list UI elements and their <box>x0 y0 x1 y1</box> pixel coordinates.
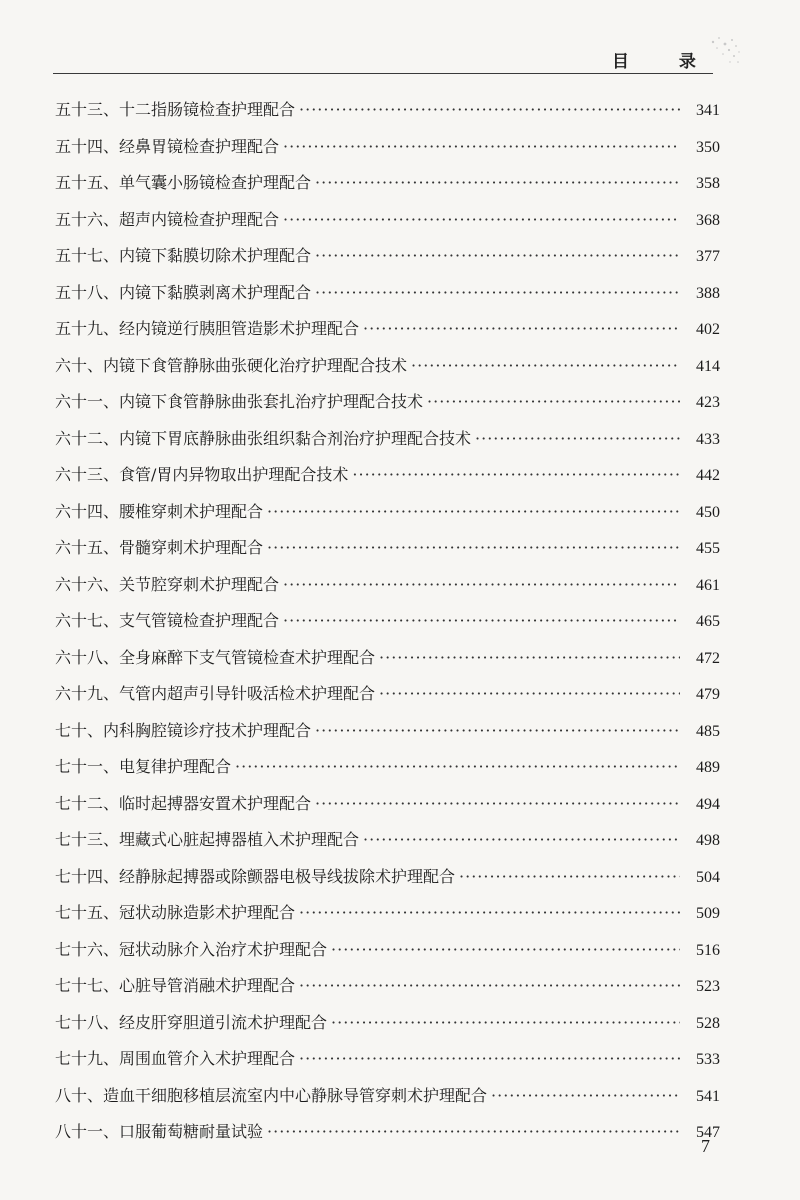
toc-dot-leader <box>299 1049 680 1068</box>
toc-entry-title: 六十、内镜下食管静脉曲张硬化治疗护理配合技术 <box>55 355 408 375</box>
toc-entry[interactable] <box>55 900 720 937</box>
toc-entry-title: 七十、内科胸腔镜诊疗技术护理配合 <box>55 720 312 740</box>
toc-entry-title: 六十一、内镜下食管静脉曲张套扎治疗护理配合技术 <box>55 392 424 411</box>
toc-dot-leader <box>267 502 680 521</box>
toc-entry-page: 341 <box>696 102 720 119</box>
toc-entry-page: 516 <box>696 941 720 959</box>
toc-entry-title: 七十二、临时起搏器安置术护理配合 <box>55 793 312 813</box>
toc-entry-page: 358 <box>696 175 720 192</box>
toc-entry-title: 五十八、内镜下黏膜剥离术护理配合 <box>55 282 312 302</box>
toc-entry[interactable] <box>55 718 720 755</box>
toc-entry-title: 六十五、骨髓穿刺术护理配合 <box>55 538 264 557</box>
toc-entry-page: 423 <box>696 394 720 411</box>
toc-entry-page: 485 <box>696 722 720 740</box>
toc-entry[interactable] <box>55 973 720 1010</box>
toc-dot-leader <box>315 283 680 302</box>
toc-entry-title: 六十四、腰椎穿刺术护理配合 <box>55 501 264 521</box>
toc-entry-page: 472 <box>696 649 720 667</box>
toc-entry-page: 547 <box>696 1124 720 1141</box>
toc-entry-page: 494 <box>696 795 720 813</box>
toc-entry-title: 五十五、单气囊小肠镜检查护理配合 <box>55 173 312 192</box>
toc-entry-title: 六十三、食管/胃内异物取出护理配合技术 <box>55 465 349 484</box>
toc-dot-leader <box>315 173 680 192</box>
toc-dot-leader <box>475 429 680 448</box>
toc-dot-leader <box>379 684 680 703</box>
toc-entry-page: 533 <box>696 1051 720 1068</box>
toc-entry[interactable] <box>55 243 720 280</box>
toc-entry[interactable] <box>55 499 720 536</box>
toc-entry-title: 五十九、经内镜逆行胰胆管造影术护理配合 <box>55 319 360 338</box>
toc-entry[interactable] <box>55 389 720 426</box>
toc-entry-page: 504 <box>696 868 720 886</box>
toc-entry[interactable] <box>55 645 720 682</box>
toc-entry-title: 七十四、经静脉起搏器或除颤器电极导线拔除术护理配合 <box>55 866 456 886</box>
toc-entry-page: 498 <box>696 832 720 849</box>
toc-entry-title: 六十七、支气管镜检查护理配合 <box>55 611 280 630</box>
toc-entry-page: 465 <box>696 613 720 630</box>
toc-entry-page: 450 <box>696 503 720 521</box>
toc-entry-page: 455 <box>696 540 720 557</box>
toc-entry-page: 442 <box>696 467 720 484</box>
toc-dot-leader <box>299 976 680 995</box>
toc-entry[interactable] <box>55 535 720 572</box>
toc-dot-leader <box>411 356 680 375</box>
decorative-corner-icon <box>705 32 745 72</box>
toc-entry[interactable] <box>55 1046 720 1083</box>
toc-dot-leader <box>315 721 680 740</box>
toc-dot-leader <box>299 903 680 922</box>
toc-entry[interactable] <box>55 608 720 645</box>
toc-dot-leader <box>331 940 680 959</box>
toc-dot-leader <box>363 830 680 849</box>
toc-dot-leader <box>267 1122 680 1141</box>
toc-entry-title: 八十、造血干细胞移植层流室内中心静脉导管穿刺术护理配合 <box>55 1085 488 1105</box>
toc-dot-leader <box>363 319 680 338</box>
toc-entry[interactable] <box>55 170 720 207</box>
toc-entry[interactable] <box>55 97 720 134</box>
toc-entry-title: 七十七、心脏导管消融术护理配合 <box>55 976 296 995</box>
toc-dot-leader <box>491 1086 680 1105</box>
toc-entry-title: 六十二、内镜下胃底静脉曲张组织黏合剂治疗护理配合技术 <box>55 428 472 448</box>
toc-dot-leader <box>283 575 680 594</box>
toc-dot-leader <box>459 867 680 886</box>
toc-dot-leader <box>299 100 680 119</box>
toc-entry-page: 402 <box>696 321 720 338</box>
toc-entry[interactable] <box>55 316 720 353</box>
header-rule <box>53 73 713 74</box>
toc-entry[interactable] <box>55 937 720 974</box>
toc-entry-title: 六十六、关节腔穿刺术护理配合 <box>55 574 280 594</box>
toc-entry-title: 五十七、内镜下黏膜切除术护理配合 <box>55 246 312 265</box>
toc-entry-title: 八十一、口服葡萄糖耐量试验 <box>55 1122 264 1141</box>
toc-entry-page: 461 <box>696 576 720 594</box>
toc-dot-leader <box>427 392 680 411</box>
toc-entry[interactable] <box>55 827 720 864</box>
toc-entry[interactable] <box>55 426 720 463</box>
toc-entry-title: 七十三、埋藏式心脏起搏器植入术护理配合 <box>55 830 360 849</box>
toc-entry[interactable] <box>55 207 720 244</box>
toc-entry-title: 六十八、全身麻醉下支气管镜检查术护理配合 <box>55 647 376 667</box>
toc-dot-leader <box>267 538 680 557</box>
toc-entry-page: 388 <box>696 284 720 302</box>
toc-dot-leader <box>379 648 680 667</box>
toc-dot-leader <box>315 246 680 265</box>
toc-entry-page: 541 <box>696 1087 720 1105</box>
page-number: 7 <box>701 1136 710 1156</box>
toc-entry-page: 368 <box>696 211 720 229</box>
toc-entry-page: 377 <box>696 248 720 265</box>
toc-entry[interactable] <box>55 134 720 171</box>
running-header-title: 目 录 <box>612 52 718 72</box>
toc-entry-title: 七十一、电复律护理配合 <box>55 757 232 776</box>
toc-entry[interactable] <box>55 572 720 609</box>
toc-entry[interactable] <box>55 353 720 390</box>
toc-entry-title: 七十八、经皮肝穿胆道引流术护理配合 <box>55 1012 328 1032</box>
toc-entry[interactable] <box>55 462 720 499</box>
toc-entry-title: 五十四、经鼻胃镜检查护理配合 <box>55 136 280 156</box>
toc-entry-title: 五十三、十二指肠镜检查护理配合 <box>55 100 296 119</box>
toc-entry-title: 六十九、气管内超声引导针吸活检术护理配合 <box>55 684 376 703</box>
toc-entry-page: 479 <box>696 686 720 703</box>
toc-entry-title: 五十六、超声内镜检查护理配合 <box>55 209 280 229</box>
toc-entry[interactable] <box>55 1010 720 1047</box>
toc-dot-leader <box>315 794 680 813</box>
toc-entry[interactable] <box>55 1119 720 1156</box>
toc-entry-title: 七十六、冠状动脉介入治疗术护理配合 <box>55 939 328 959</box>
toc-dot-leader <box>235 757 680 776</box>
toc-entry[interactable] <box>55 864 720 901</box>
toc-dot-leader <box>283 137 680 156</box>
toc-entry[interactable] <box>55 681 720 718</box>
toc-entry-page: 350 <box>696 138 720 156</box>
toc-entry-title: 七十九、周围血管介入术护理配合 <box>55 1049 296 1068</box>
toc-entry[interactable] <box>55 1083 720 1120</box>
toc-entry-page: 433 <box>696 430 720 448</box>
table-of-contents <box>55 97 720 1156</box>
toc-dot-leader <box>283 611 680 630</box>
toc-entry[interactable] <box>55 791 720 828</box>
toc-dot-leader <box>283 210 680 229</box>
toc-dot-leader <box>352 465 680 484</box>
toc-entry-page: 509 <box>696 905 720 922</box>
toc-entry[interactable] <box>55 754 720 791</box>
toc-entry-page: 489 <box>696 759 720 776</box>
toc-entry-page: 523 <box>696 978 720 995</box>
toc-entry-page: 528 <box>696 1014 720 1032</box>
toc-dot-leader <box>331 1013 680 1032</box>
toc-entry-title: 七十五、冠状动脉造影术护理配合 <box>55 903 296 922</box>
toc-entry[interactable] <box>55 280 720 317</box>
toc-entry-page: 414 <box>696 357 720 375</box>
